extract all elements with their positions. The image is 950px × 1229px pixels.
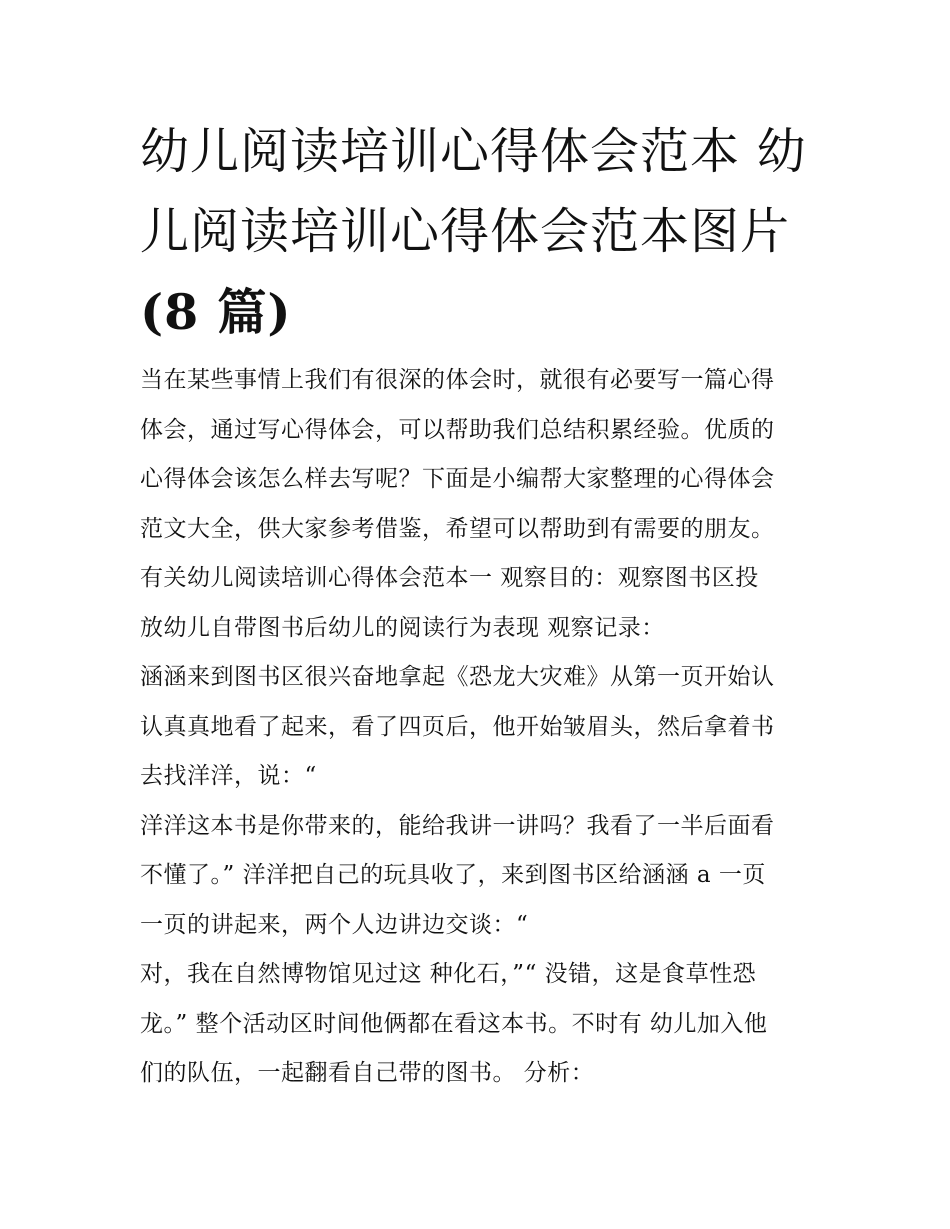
- body-line: 们的队伍，一起翻看自己带的图书。 分析：: [140, 1060, 595, 1086]
- body-line: 一页的讲起来，两个人边讲边交谈：“: [140, 911, 529, 938]
- body-line: 不懂了。” 洋洋把自己的玩具收了，来到图书区给涵涵 a 一页: [140, 862, 766, 888]
- title-line: 儿阅读培训心得体会范本图片: [140, 203, 791, 260]
- body-line: 涵涵来到图书区很兴奋地拿起《恐龙大灾难》从第一页开始认: [140, 664, 775, 690]
- body-line: 龙。” 整个活动区时间他俩都在看这本书。不时有 幼儿加入他: [140, 1010, 768, 1037]
- body-line: 去找洋洋，说：“: [140, 763, 317, 789]
- body-line: 心得体会该怎么样去写呢？下面是小编帮大家整理的心得体会: [140, 466, 775, 492]
- body-line: 有关幼儿阅读培训心得体会范本一 观察目的：观察图书区投: [140, 565, 759, 591]
- body-line: 体会，通过写心得体会，可以帮助我们总结积累经验。优质的: [140, 416, 775, 443]
- document-body: [140, 356, 820, 1099]
- body-line: 放幼儿自带图书后幼儿的阅读行为表现 观察记录：: [140, 614, 665, 641]
- body-line: 范文大全，供大家参考借鉴，希望可以帮助到有需要的朋友。: [140, 515, 775, 542]
- title-line: 幼儿阅读培训心得体会范本 幼: [140, 123, 807, 180]
- body-line: 当在某些事情上我们有很深的体会时，就很有必要写一篇心得: [140, 367, 775, 393]
- title-line: (8 篇): [140, 283, 292, 341]
- body-line: 洋洋这本书是你带来的，能给我讲一讲吗？我看了一半后面看: [140, 812, 775, 839]
- document-title: [140, 112, 820, 352]
- body-line: 认真真地看了起来，看了四页后，他开始皱眉头，然后拿着书: [140, 713, 775, 740]
- body-line: 对，我在自然博物馆见过这 种化石，”“ 没错，这是食草性恐: [140, 961, 757, 987]
